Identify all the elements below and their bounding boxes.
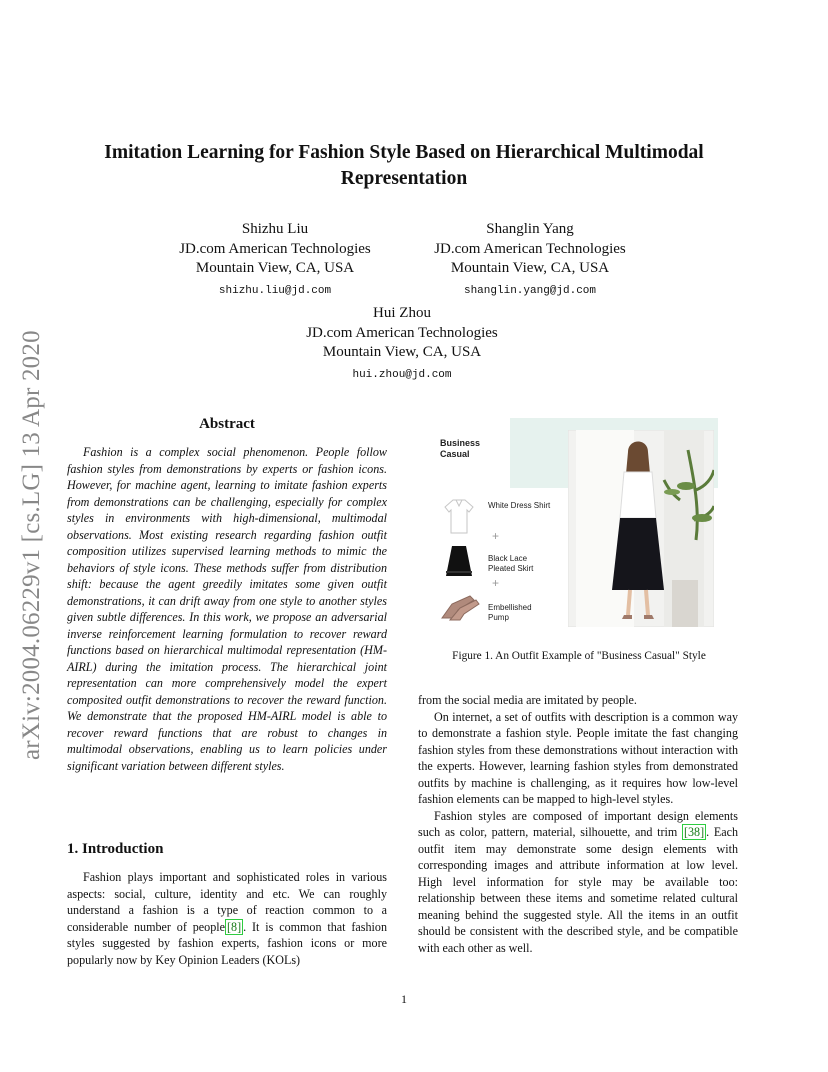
author-name: Shanglin Yang <box>486 221 574 237</box>
abstract-text <box>67 444 387 774</box>
right-column-text <box>418 692 738 956</box>
shoe-icon <box>440 592 480 622</box>
author-block-3 <box>277 304 527 385</box>
figure-1 <box>418 418 740 633</box>
author-email[interactable]: hui.zhou@jd.com <box>352 368 452 381</box>
author-location: Mountain View, CA, USA <box>322 344 482 360</box>
introduction-text <box>67 869 387 968</box>
skirt-icon <box>444 544 474 578</box>
author-affiliation: JD.com American Technologies <box>434 240 626 257</box>
author-block-2 <box>405 220 655 301</box>
introduction-paragraph <box>67 869 387 968</box>
paragraph: On internet, a set of outfits with description is a common way to demonstrate a fashion style. People imitate the fast changing fashion styles from these demonstrations without interaction with the experts. However, learning fashion styles from demonstrated outfits by machine is challenging, as it requires how low-level fashion elements can be mapped to high-level styles. <box>418 709 738 806</box>
item-label: Black Lace Pleated Skirt <box>488 554 534 573</box>
style-label: Business Casual <box>440 438 481 459</box>
author-affiliation: JD.com American Technologies <box>306 324 498 341</box>
text-part: Fashion styles are composed of important design elements such as color, pattern, material, silhouette, and trim <box>418 808 738 839</box>
author-email[interactable]: shizhu.liu@jd.com <box>218 284 332 297</box>
author-affiliation: JD.com American Technologies <box>179 240 371 257</box>
author-block-1 <box>150 220 400 301</box>
model-photo <box>568 430 714 627</box>
plus-icon: + <box>492 576 500 590</box>
arxiv-stamp: arXiv:2004.06229v1 [cs.LG] 13 Apr 2020 <box>18 330 45 760</box>
author-location: Mountain View, CA, USA <box>450 260 610 276</box>
shirt-icon <box>444 498 474 534</box>
abstract-heading: Abstract <box>199 416 255 432</box>
figure-caption: Figure 1. An Outfit Example of "Business Casual" Style <box>452 650 706 662</box>
page-number: 1 <box>401 992 407 1006</box>
intro-text-part: . It is common that fashion styles suggested by fashion experts, fashion icons or more popularly now by Key Opinion Leaders (KOLs) <box>67 919 388 967</box>
citation-link[interactable]: [8] <box>227 919 242 934</box>
citation-link[interactable]: [38] <box>683 825 705 839</box>
author-location: Mountain View, CA, USA <box>195 260 355 276</box>
introduction-heading: 1. Introduction <box>67 841 164 857</box>
plus-icon: + <box>492 529 500 543</box>
paper-title: Imitation Learning for Fashion Style Based on Hierarchical Multimodal Representation <box>104 142 704 189</box>
intro-text-part: Fashion plays important and sophisticated roles in various aspects: social, culture, identity and etc. We can roughly understand a fashion is a type of reaction common to a considerable number of people <box>67 870 387 934</box>
author-name: Shizhu Liu <box>241 221 309 237</box>
author-email[interactable]: shanglin.yang@jd.com <box>463 284 597 297</box>
text-part: . Each outfit item may demonstrate some design elements with corresponding images and attribute information at low level. High level information for style may be available too: relationship between these items and sometime related cultural meaning behind the suggested style. All the items in an outfit should be consistent with the described style, and be compatible with each other as well. <box>418 825 738 955</box>
abstract-paragraph: Fashion is a complex social phenomenon. People follow fashion styles from demonstrations by experts or fashion icons. However, for machine agent, learning to imitate fashion experts from demonstrations can be challenging, especially for complex styles in environments with high-dimensional, multimodal observations. Most existing research regarding fashion outfit composition utilizes supervised learning methods to mimic the behaviors of style icons. These methods suffer from distribution shift: because the agent greedily imitates some given outfit demonstrations, it can drift away from one style to another styles given subtle differences. In this work, we propose an adversarial inverse reinforcement learning formulation to recover reward functions based on hierarchical multimodal representation (HM-AIRL) during the imitation process. The hierarchical joint representation can more comprehensively model the expert composited outfit demonstrations to recover the reward function. We demonstrate that the proposed HM-AIRL model is able to recover reward functions that are robust to changes in multimodal observations, enabling us to learn policies under significant variation between different styles. <box>67 445 387 773</box>
item-label: Embellished Pump <box>488 603 532 622</box>
item-label: White Dress Shirt <box>488 501 551 510</box>
author-name: Hui Zhou <box>373 305 431 321</box>
continuation-text: from the social media are imitated by people. <box>418 693 637 707</box>
paragraph <box>418 808 738 957</box>
